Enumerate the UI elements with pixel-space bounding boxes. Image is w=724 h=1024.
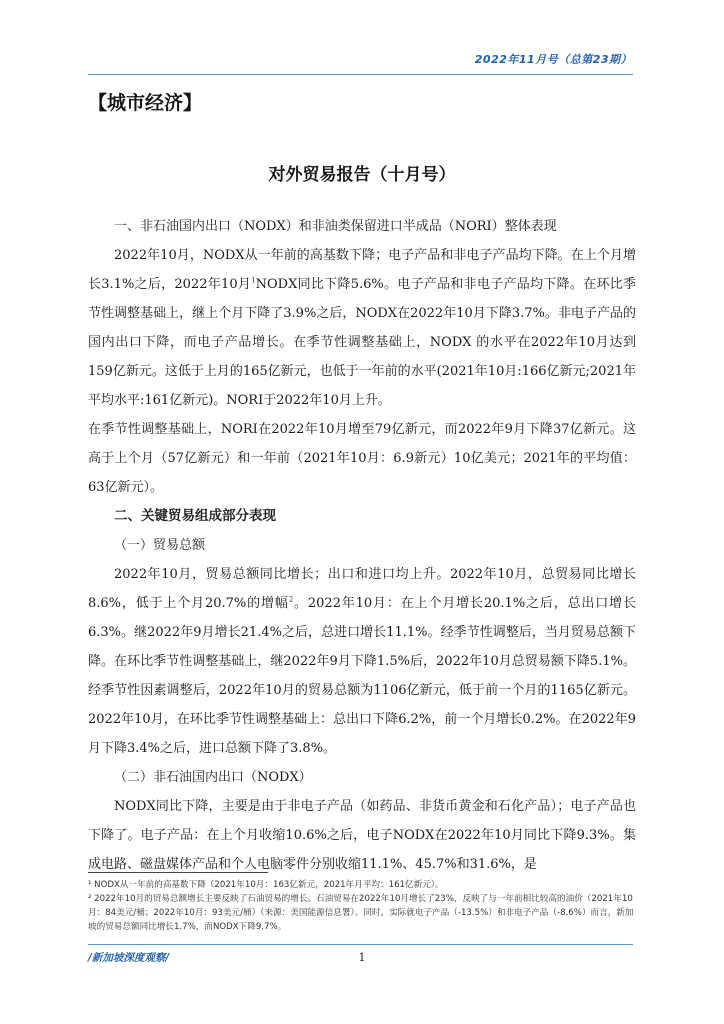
paragraph-text: 2022年10月，贸易总额同比增长；出口和进口均上升。2022年10月，总贸易同比增长8.6%，低于上个月20.7%的增幅 xyxy=(88,567,636,611)
article-body xyxy=(88,212,636,879)
paragraph xyxy=(88,241,636,415)
subsection-heading: （二）非石油国内出口（NODX） xyxy=(114,770,312,785)
footnote-ref[interactable]: 1 xyxy=(251,276,256,285)
page-number: 1 xyxy=(358,951,366,964)
paragraph xyxy=(88,560,636,763)
section-2-heading: 二、关键贸易组成部分表现 xyxy=(114,508,276,524)
header-divider xyxy=(88,74,633,75)
issue-note: 2022年11月号（总第23期） xyxy=(474,53,632,66)
paragraph-text: NODX同比下降5.6%。电子产品和非电子产品均下降。在环比季节性调整基础上，继上个月下降了3.9%之后，NODX在2022年10月下降3.7%。非电子产品的国内出口下降，而电子产品增长。在季节性调整基础上，NODX 的水平在2022年10月达到159亿新元。这低于上月的165亿新元，也低于一年前的水平(2021年10月:166亿新元;2021年平均水平:161亿新元)。NORI于2022年10月上升。 xyxy=(88,277,636,408)
footnote: ¹ NODX从一年前的高基数下降（2021年10月：163亿新元，2021年月平均：161亿新元）。 xyxy=(88,880,444,890)
paragraph-text: 。2022年10月：在上个月增长20.1%之后，总出口增长6.3%。继2022年9月增长21.4%之后，总进口增长11.1%。经季节性调整后，当月贸易总额下降。在环比季节性调整基础上，继2022年9月下降1.5%后，2022年10月总贸易额下降5.1%。经季节性因素调整后，2022年10月的贸易总额为1106亿新元，低于前一个月的1165亿新元。2022年10月，在环比季节性调整基础上：总出口下降6.2%，前一个月增长0.2%。在2022年9月下降3.4%之后，进口总额下降了3.8%。 xyxy=(88,596,636,756)
footnote: ² 2022年10月的贸易总额增长主要反映了石油贸易的增长。石油贸易在2022年10月增长了23%，反映了与一年前相比较高的油价（2021年10月：84美元/桶；2022年10月：93美元/桶）（来源：美国能源信息署）。同时，实际就电子产品（-13.5%）和非电子产品（-8.6%）而言，新加坡的贸易总额同比增长1.7%，而NODX下降9.7%。 xyxy=(88,894,634,932)
subsection-heading: （一）贸易总额 xyxy=(114,538,206,553)
section-tag: 【城市经济】 xyxy=(88,92,203,114)
footnote-divider xyxy=(88,872,268,873)
publication-name: /新加坡深度观察/ xyxy=(88,952,170,964)
paragraph: NODX同比下降，主要是由于非电子产品（如药品、非货币黄金和石化产品）；电子产品也下降了。电子产品：在上个月收缩10.6%之后，电子NODX在2022年10月同比下降9.3%。集成电路、磁盘媒体产品和个人电脑零件分别收缩11.1%、45.7%和31.6%，是 xyxy=(88,799,636,872)
footnote-ref[interactable]: 2 xyxy=(288,595,294,604)
report-title: 对外贸易报告（十月号） xyxy=(268,165,456,185)
footer-divider xyxy=(88,944,633,945)
paragraph: 在季节性调整基础上，NORI在2022年10月增至79亿新元，而2022年9月下降37亿新元。这高于上个月（57亿新元）和一年前（2021年10月：6.9新元）10亿美元；2021年的平均值：63亿新元）。 xyxy=(88,422,636,495)
paragraph-text: 2022年10月，NODX从一年前的高基数下降；电子产品和非电子产品均下降。在上个月增长3.1%之后，2022年10月 xyxy=(88,248,636,292)
section-1-heading: 一、非石油国内出口（NODX）和非油类保留进口半成品（NORI）整体表现 xyxy=(114,219,557,234)
footnotes xyxy=(88,878,636,934)
